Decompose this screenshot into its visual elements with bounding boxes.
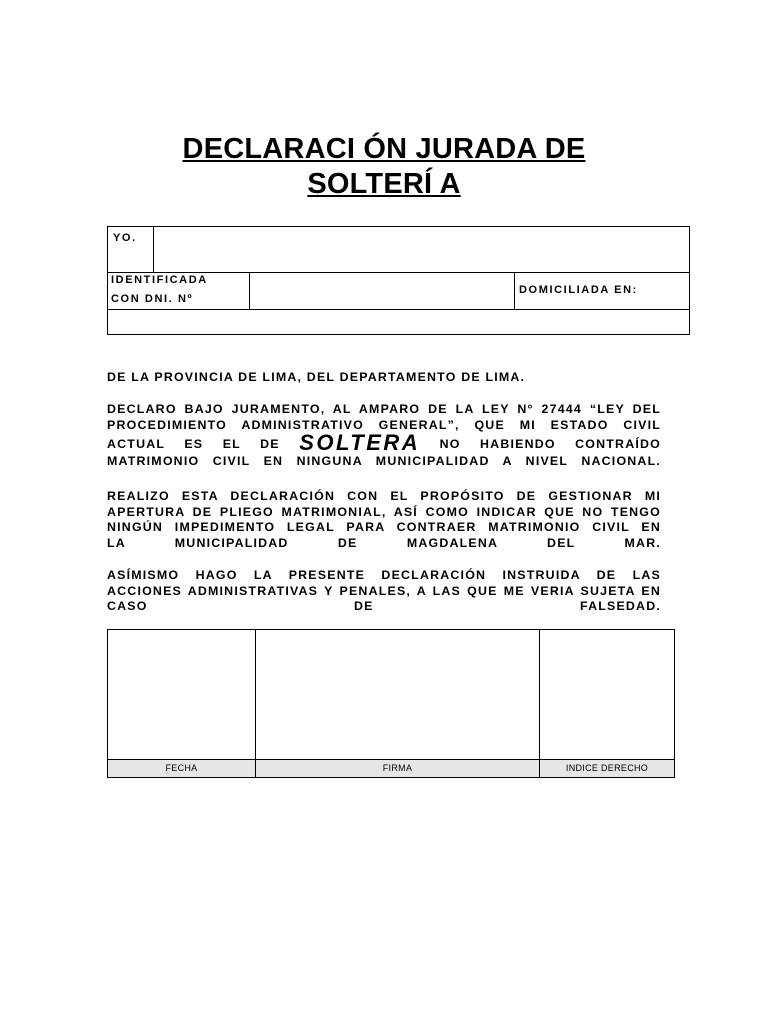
fecha-label: FECHA: [165, 763, 198, 773]
signature-table: [107, 629, 675, 778]
yo-label: YO.: [113, 232, 137, 244]
acknowledgement-paragraph: ASÍMISMO HAGO LA PRESENTE DECLARACIÓN INSTRUIDA DE LAS ACCIONES ADMINISTRATIVAS Y PENALES, A LAS QUE ME VERIA SUJETA EN CASO DE FALSEDAD.: [107, 568, 661, 613]
indice-derecho-label: INDICE DERECHO: [565, 763, 649, 773]
name-field[interactable]: [156, 228, 688, 271]
declaration-paragraph: DECLARO BAJO JURAMENTO, AL AMPARO DE LA LEY N° 27444 “LEY DEL PROCEDIMIENTO ADMINISTRATIVO GENERAL”, QUE MI ESTADO CIVIL ACTUAL ES EL DE SOLTERA NO HABIENDO CONTRAÍDO MATRIMONIO CIVIL EN NINGUNA MUNICIPALIDAD A NIVEL NACIONAL.: [107, 402, 661, 468]
firma-field[interactable]: [256, 630, 539, 758]
estado-civil-value: SOLTERA: [299, 430, 421, 455]
address-field[interactable]: [109, 311, 688, 333]
purpose-paragraph: REALIZO ESTA DECLARACIÓN CON EL PROPÓSITO DE GESTIONAR MI APERTURA DE PLIEGO MATRIMONIAL, ASÍ COMO INDICAR QUE NO TENGO NINGÚN IMPEDIMENTO LEGAL PARA CONTRAER MATRIMONIO CIVIL EN LA MUNICIPALIDAD DE MAGDALENA DEL MAR.: [107, 489, 661, 550]
domicilio-label: DOMICILIADA EN:: [519, 284, 638, 296]
dni-label-line-2: CON DNI. Nº: [111, 293, 194, 305]
fecha-field[interactable]: [108, 630, 255, 758]
dni-field[interactable]: [251, 274, 513, 308]
document-title-line-2: SOLTERÍ A: [307, 168, 461, 200]
document-title-line-1: DECLARACI ÓN JURADA DE: [182, 133, 586, 165]
province-paragraph: DE LA PROVINCIA DE LIMA, DEL DEPARTAMENTO DE LIMA.: [107, 370, 526, 384]
signature-labels-row: [108, 759, 674, 777]
dni-label-line-1: IDENTIFICADA: [111, 274, 208, 286]
firma-label: FIRMA: [382, 763, 413, 773]
indice-derecho-field[interactable]: [540, 630, 674, 758]
